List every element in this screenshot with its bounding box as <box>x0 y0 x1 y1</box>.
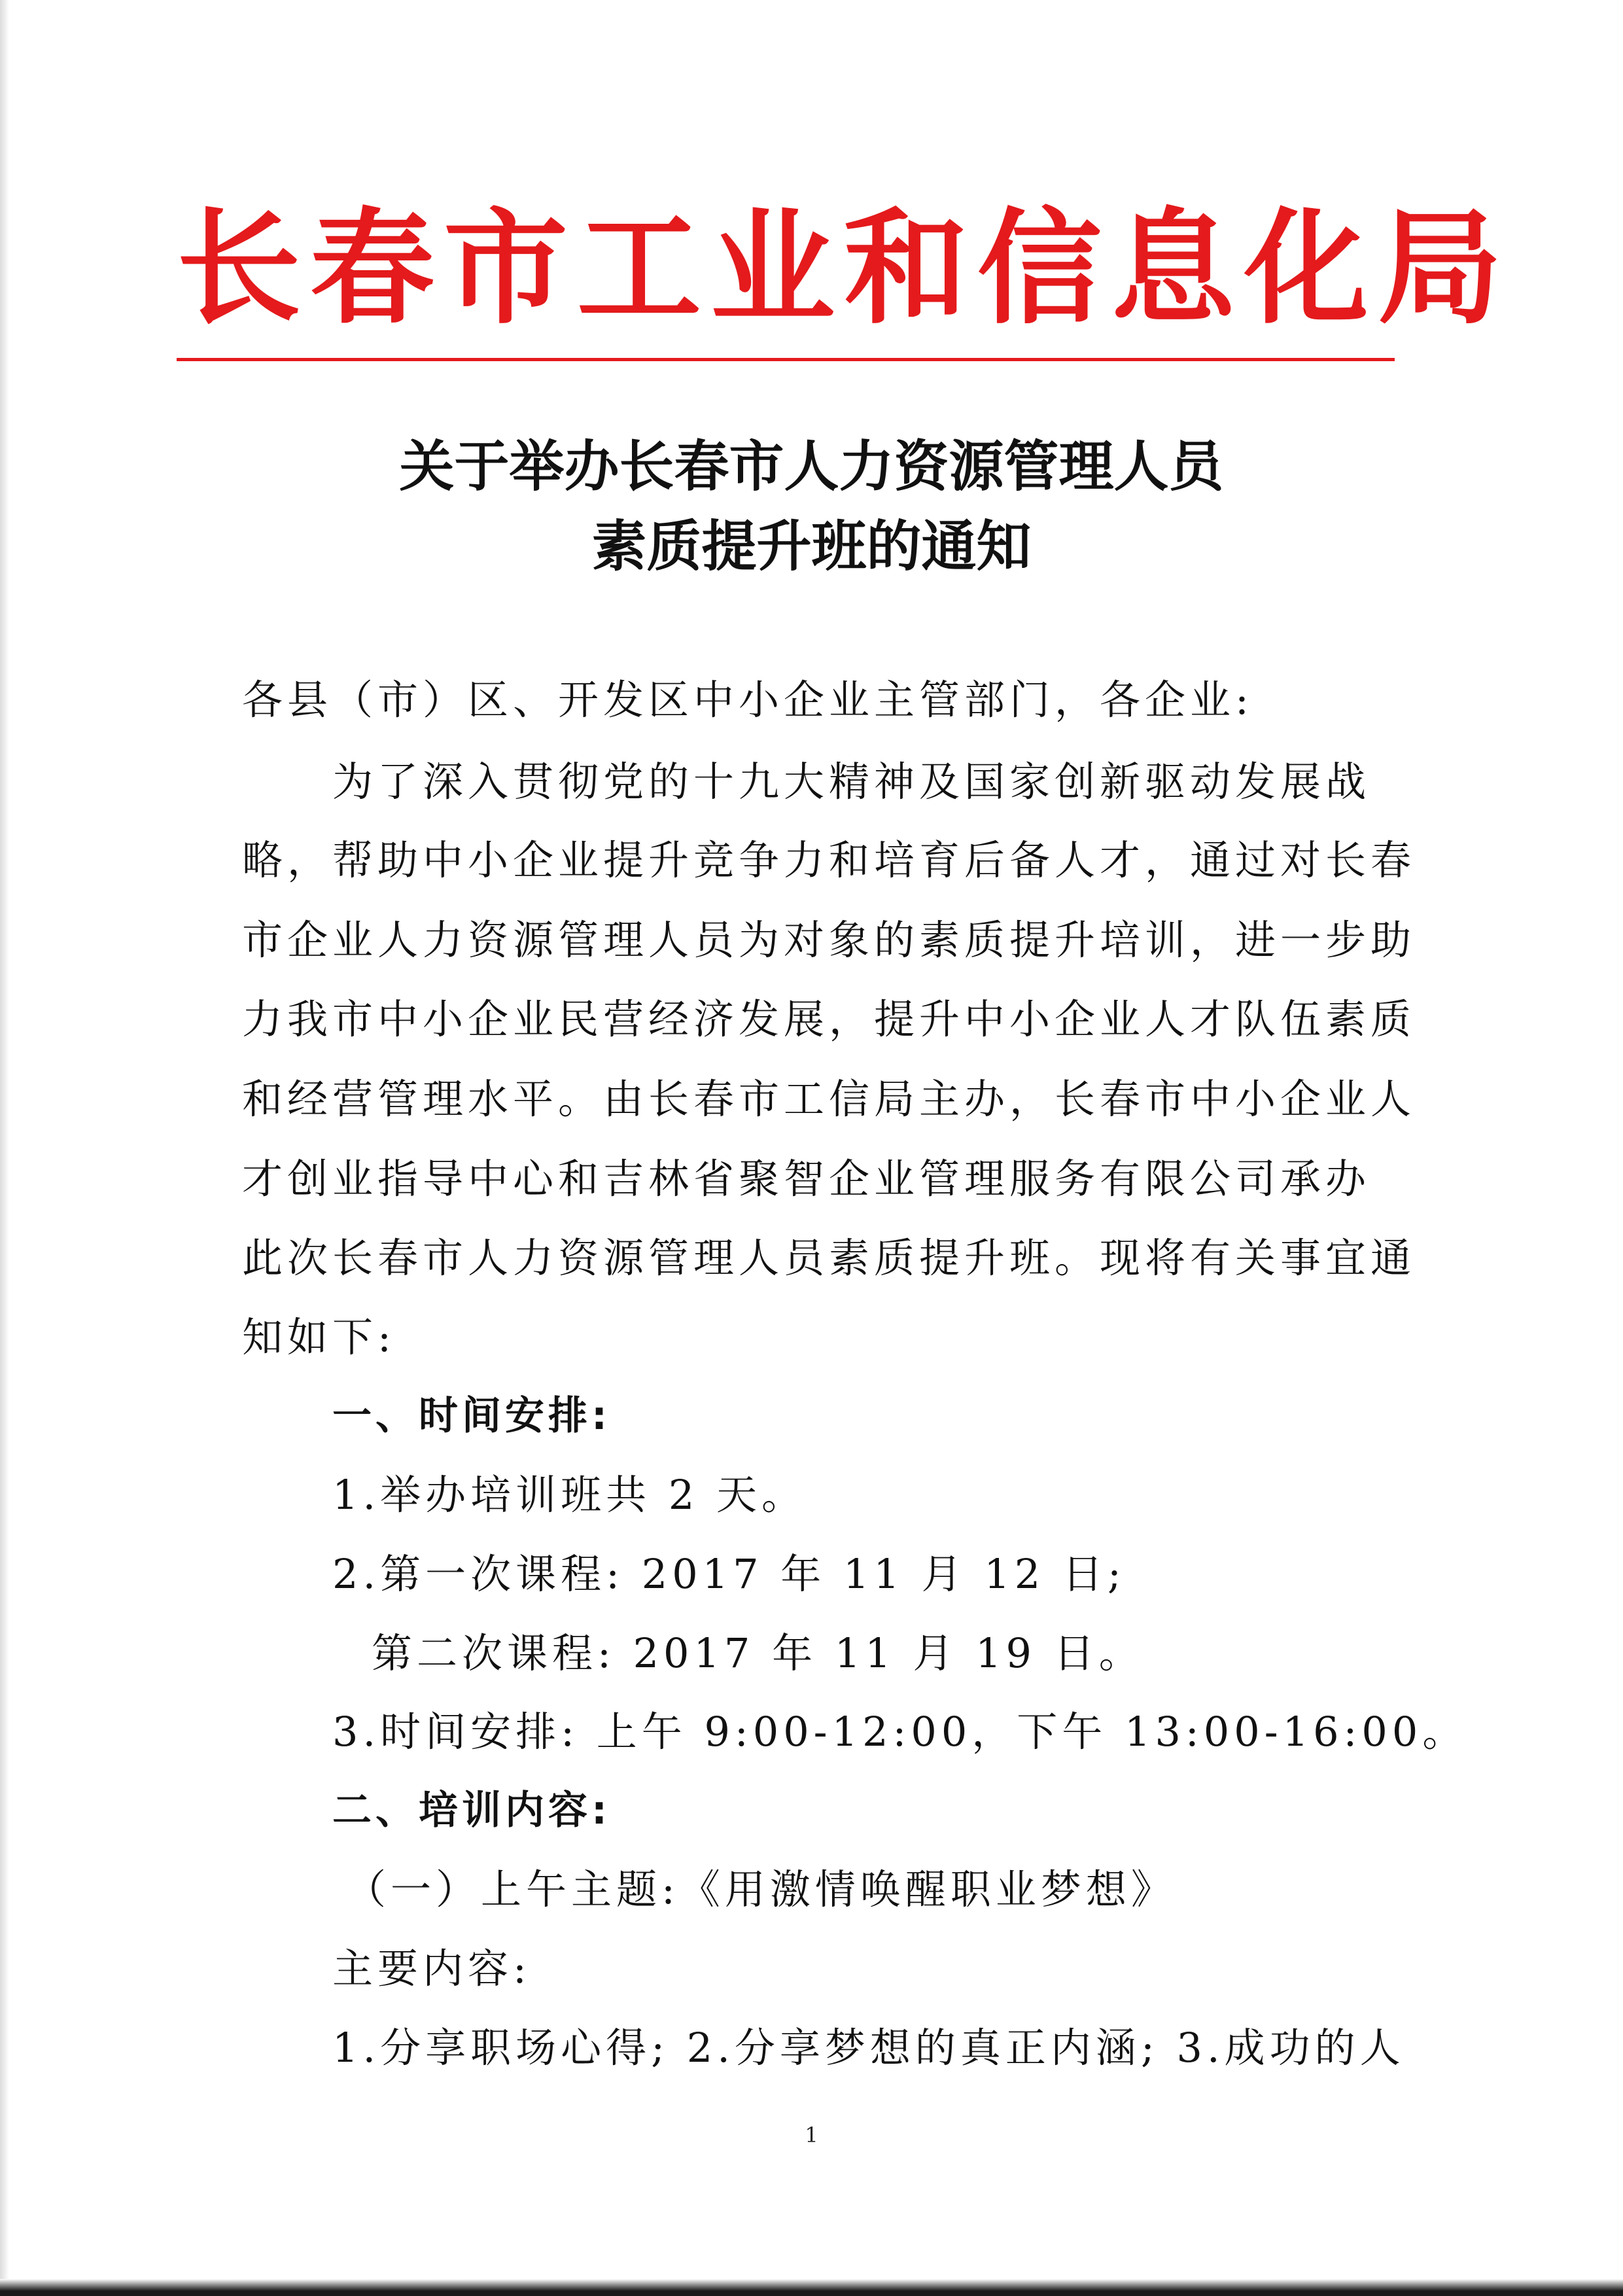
body-line: 力我市中小企业民营经济发展，提升中小企业人才队伍素质 <box>242 995 1416 1043</box>
schedule-item: 2.第一次课程: 2017 年 11 月 12 日; <box>332 1550 1126 1598</box>
morning-topic: （一）上午主题:《用激情唤醒职业梦想》 <box>345 1865 1176 1913</box>
schedule-item: 第二次课程: 2017 年 11 月 19 日。 <box>372 1629 1144 1677</box>
scan-edge <box>0 0 9 2296</box>
document-title-line-1: 关于举办长春市人力资源管理人员 <box>399 434 1224 499</box>
content-line: 1.分享职场心得; 2.分享梦想的真正内涵; 3.成功的人 <box>332 2024 1405 2072</box>
scan-edge-bottom <box>0 2279 1623 2296</box>
body-line: 此次长春市人力资源管理人员素质提升班。现将有关事宜通 <box>242 1234 1416 1282</box>
body-line: 知如下: <box>242 1313 396 1361</box>
body-line: 为了深入贯彻党的十九大精神及国家创新驱动发展战 <box>332 758 1371 805</box>
salutation: 各县（市）区、开发区中小企业主管部门，各企业: <box>242 676 1253 724</box>
document-title-line-2: 素质提升班的通知 <box>591 514 1032 578</box>
section-heading-content: 二、培训内容: <box>332 1788 611 1833</box>
body-line: 才创业指导中心和吉林省聚智企业管理服务有限公司承办 <box>242 1155 1371 1203</box>
page-number: 1 <box>805 2123 818 2147</box>
letterhead-red-rule <box>177 358 1395 361</box>
letterhead-org-name: 长春市工业和信息化局 <box>177 195 1512 341</box>
body-line: 和经营管理水平。由长春市工信局主办，长春市中小企业人 <box>242 1075 1416 1123</box>
section-heading-schedule: 一、时间安排: <box>332 1393 611 1439</box>
schedule-item: 1.举办培训班共 2 天。 <box>332 1471 807 1519</box>
schedule-item: 3.时间安排: 上午 9:00-12:00，下午 13:00-16:00。 <box>332 1708 1468 1756</box>
body-line: 略，帮助中小企业提升竞争力和培育后备人才，通过对长春 <box>242 836 1416 884</box>
body-line: 市企业人力资源管理人员为对象的素质提升培训，进一步助 <box>242 916 1416 964</box>
main-content-label: 主要内容: <box>332 1945 531 1992</box>
